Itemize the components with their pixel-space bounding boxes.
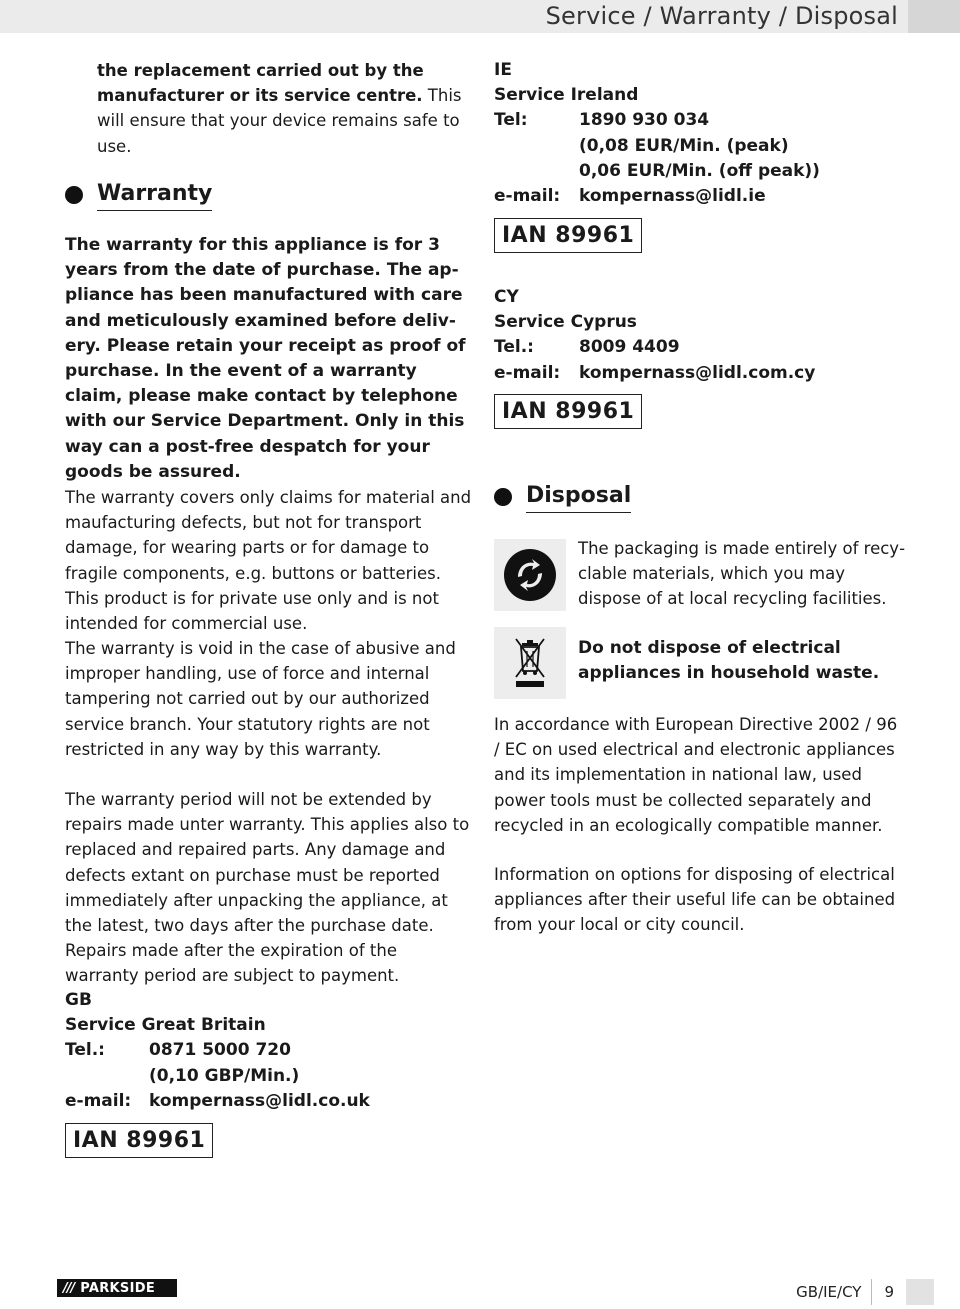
cy-country-code: CY xyxy=(494,287,519,307)
gb-rate: (0,10 GBP/Min.) xyxy=(149,1065,300,1086)
ie-email: kompernass@lidl.ie xyxy=(579,186,766,207)
gb-tel-label: Tel.: xyxy=(65,1040,105,1061)
logo-brand-text: PARKSIDE xyxy=(80,1280,156,1296)
ie-contact-block xyxy=(494,58,914,209)
cy-tel-label: Tel.: xyxy=(494,337,534,358)
gb-email-label: e-mail: xyxy=(65,1090,132,1111)
page-number: 9 xyxy=(884,1283,894,1301)
cy-email: kompernass@lidl.com.cy xyxy=(579,362,816,383)
intro-regular-text: This will ensure that your device remains safe to use. xyxy=(97,86,462,156)
header-tab-marker xyxy=(908,0,960,33)
gb-ian-box xyxy=(65,1123,213,1158)
disposal-info-text: Information on options for disposing of electrical appliances after their useful life can be obtained from your local or city council. xyxy=(494,865,896,935)
gb-service-name: Service Great Britain xyxy=(65,1015,266,1036)
intro-bold-text: the replacement carried out by the manufacturer or its service centre. xyxy=(97,61,424,106)
warranty-paragraph-1: The warranty covers only claims for material and maufacturing defects, but not for transport damage, for wearing parts or for damage to fragile components, e.g. buttons or batteries. This product is for private use only and is not intended for commercial use. xyxy=(65,488,472,634)
cy-ian-box xyxy=(494,394,642,429)
logo-slashes: /// xyxy=(63,1280,75,1296)
warranty-paragraph-2: The warranty is void in the case of abusive and improper handling, use of force and internal tampering not carried out by our authorized service branch. Your statutory rights are not restricted in any way by this warranty. xyxy=(65,639,456,759)
footer-tab-marker xyxy=(906,1279,934,1305)
ie-service-name: Service Ireland xyxy=(494,85,639,106)
ie-tel-number: 1890 930 034 xyxy=(579,110,710,131)
ie-rate-peak: (0,08 EUR/Min. (peak) xyxy=(579,135,789,156)
ie-tel-label: Tel: xyxy=(494,110,528,131)
cy-email-label: e-mail: xyxy=(494,362,561,383)
footer-page-info xyxy=(796,1279,934,1305)
warranty-paragraph-3: The warranty period will not be extended by repairs made unter warranty. This applies also to replaced and repaired parts. Any damage and defects extant on purchase must be reported immediately after unpacking the appliance, at the latest, two days after the purchase date. Repairs made after the expiration of the warranty period are subject to payment. xyxy=(65,790,470,986)
cy-contact-block xyxy=(494,285,914,386)
warranty-heading-text: Warranty xyxy=(97,179,212,211)
ie-rate-offpeak: 0,06 EUR/Min. (off peak)) xyxy=(579,160,820,181)
gb-email: kompernass@lidl.co.uk xyxy=(149,1090,370,1111)
ie-email-label: e-mail: xyxy=(494,186,561,207)
directive-text: In accordance with European Directive 2002 / 96 / EC on used electrical and electronic appliances and its implementation in national law, used power tools must be collected separately and recycled in an ecologically compatible manner. xyxy=(494,715,898,835)
cy-service-name: Service Cyprus xyxy=(494,312,637,333)
gb-tel-number: 0871 5000 720 xyxy=(149,1040,291,1061)
bullet-icon xyxy=(65,186,83,204)
cy-ian-number: IAN 89961 xyxy=(494,394,642,429)
packaging-text: The packaging is made entirely of recyclable materials, which you may dispose of at local recycling facilities. xyxy=(578,539,906,609)
cy-tel-number: 8009 4409 xyxy=(579,337,680,358)
page-title: Service / Warranty / Disposal xyxy=(545,2,898,30)
parkside-logo xyxy=(57,1279,177,1297)
gb-contact-block xyxy=(65,988,465,1114)
warranty-bold-paragraph: The warranty for this appliance is for 3 years from the date of purchase. The appliance has been manufactured with care and meticulously examined before delivery. Please retain your receipt as proof of purchase. In the event of a warranty claim, please make contact by telephone with our Service Department. Only in this way can a post-free despatch for your goods be assured. xyxy=(65,235,466,482)
weee-warning-text: Do not dispose of electrical appliances in household waste. xyxy=(578,638,880,684)
disposal-heading-text: Disposal xyxy=(526,481,631,513)
gb-ian-number: IAN 89961 xyxy=(65,1123,213,1158)
ie-country-code: IE xyxy=(494,60,512,80)
ie-ian-box xyxy=(494,218,642,253)
recycling-green-dot-icon xyxy=(494,539,566,611)
intro-paragraph xyxy=(97,58,472,159)
gb-country-code: GB xyxy=(65,990,92,1010)
bullet-icon xyxy=(494,488,512,506)
ie-ian-number: IAN 89961 xyxy=(494,218,642,253)
warranty-heading xyxy=(65,179,212,211)
country-codes: GB/IE/CY xyxy=(796,1279,872,1305)
disposal-heading xyxy=(494,481,631,513)
crossed-out-bin-icon xyxy=(494,627,566,699)
